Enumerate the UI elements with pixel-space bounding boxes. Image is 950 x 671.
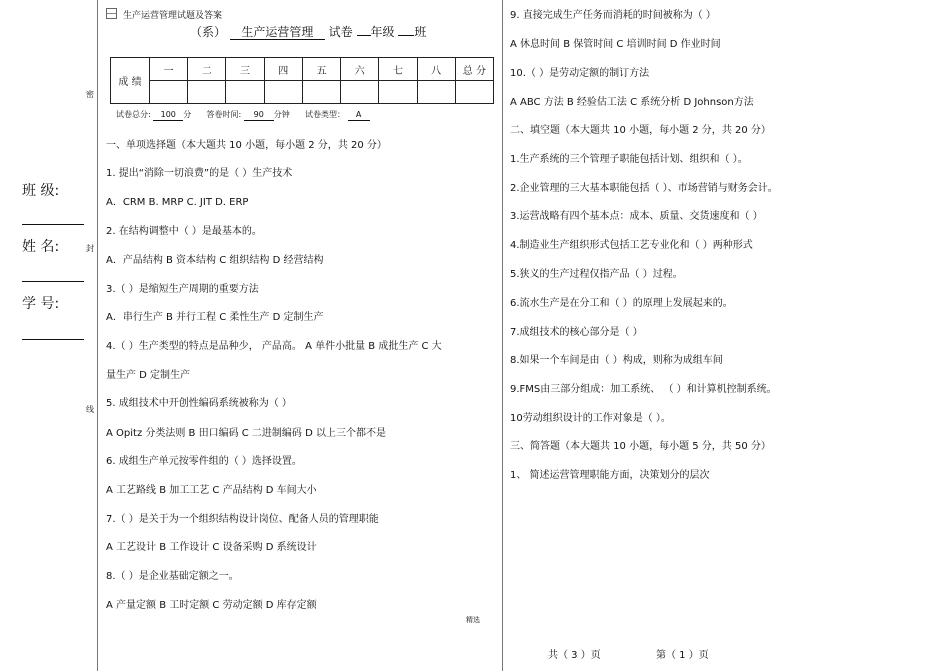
score-col-header: 二	[188, 58, 226, 81]
score-col-header: 五	[302, 58, 340, 81]
score-cell	[379, 81, 417, 104]
score-cell	[302, 81, 340, 104]
name-field[interactable]	[22, 281, 84, 282]
section-heading: 三、简答题（本大题共 10 小题，每小题 5 分，共 50 分）	[510, 441, 771, 452]
score-cell	[417, 81, 455, 104]
exam-type: A	[348, 110, 370, 121]
option-line: A．产品结构 B 资本结构 C 组织结构 D 经营结构	[106, 255, 324, 266]
current-page: 第（ 1 ）页	[656, 650, 709, 661]
fill-blank-line: 9.FMS由三部分组成：加工系统、 （ ）和计算机控制系统。	[510, 384, 777, 395]
course-name: 生产运营管理	[230, 25, 325, 40]
footer-mark: 精选	[466, 616, 480, 624]
question-line: 5. 成组技术中开创性编码系统被称为（ ）	[106, 398, 292, 409]
score-cell	[150, 81, 188, 104]
fill-blank-line: 5.狭义的生产过程仅指产品（ ）过程。	[510, 269, 683, 280]
score-cell	[264, 81, 302, 104]
class-field[interactable]	[22, 224, 84, 225]
section-heading: 一、单项选择题（本大题共 10 小题，每小题 2 分，共 20 分）	[106, 140, 387, 151]
student-id-label: 学 号:	[22, 296, 60, 312]
score-col-header: 三	[226, 58, 264, 81]
seal-feng: 封	[86, 244, 94, 253]
section-heading: 二、填空题（本大题共 10 小题，每小题 2 分，共 20 分）	[510, 125, 771, 136]
question-line: 8.（ ）是企业基础定额之一。	[106, 571, 239, 582]
fill-blank-line: 7.成组技术的核心部分是（ ）	[510, 327, 643, 338]
seal-mi: 密	[86, 90, 94, 99]
score-cell	[188, 81, 226, 104]
score-cell	[341, 81, 379, 104]
score-table	[110, 57, 494, 104]
score-col-header: 八	[417, 58, 455, 81]
student-id-field[interactable]	[22, 339, 84, 340]
score-label: 成 绩	[111, 58, 150, 104]
question-line: 6. 成组生产单元按零件组的（ ）选择设置。	[106, 456, 302, 467]
fill-blank-line: 3.运营战略有四个基本点：成本、质量、交货速度和（ ）	[510, 211, 763, 222]
fill-blank-line: 4.制造业生产组织形式包括工艺专业化和（ ）两种形式	[510, 240, 753, 251]
question-line: 3.（ ）是缩短生产周期的重要方法	[106, 284, 259, 295]
fill-blank-line: 6.流水生产是在分工和（ ）的原理上发展起来的。	[510, 298, 733, 309]
question-line: 10.（ ）是劳动定额的制订方法	[510, 68, 650, 79]
seal-xian: 线	[86, 405, 94, 414]
question-line: 9. 直接完成生产任务而消耗的时间被称为（ ）	[510, 10, 716, 21]
score-cell	[455, 81, 493, 104]
question-line: 2. 在结构调整中（ ）是最基本的。	[106, 226, 262, 237]
column-divider	[502, 0, 503, 671]
paper-title: （系） 生产运营管理 试卷 年级 班	[190, 25, 427, 39]
question-line: 7.（ ）是关于为一个组织结构设计岗位、配备人员的管理职能	[106, 514, 379, 525]
fill-blank-line: 8.如果一个车间是由（ ）构成，则称为成组车间	[510, 355, 723, 366]
fill-blank-line: 1.生产系统的三个管理子职能包括计划、组织和（ ）。	[510, 154, 748, 165]
option-line: A 休息时间 B 保管时间 C 培训时间 D 作业时间	[510, 39, 721, 50]
name-label: 姓 名:	[22, 239, 60, 255]
score-col-header: 六	[341, 58, 379, 81]
document-icon	[106, 8, 117, 19]
question-line: 1、 简述运营管理职能方面，决策划分的层次	[510, 470, 710, 481]
score-cell	[226, 81, 264, 104]
option-line: A 工艺路线 B 加工工艺 C 产品结构 D 车间大小	[106, 485, 317, 496]
question-line: 1. 提出“消除一切浪费”的是（ ）生产技术	[106, 168, 293, 179]
fill-blank-line: 2.企业管理的三大基本职能包括（ ）、市场营销与财务会计。	[510, 183, 778, 194]
binding-line	[97, 0, 98, 671]
option-line: A Opitz 分类法则 B 田口编码 C 二进制编码 D 以上三个都不是	[106, 428, 386, 439]
score-col-header: 总 分	[455, 58, 493, 81]
exam-info: 试卷总分: 100 分 答卷时间: 90 分钟 试卷类型： A	[116, 110, 370, 121]
score-col-header: 一	[150, 58, 188, 81]
total-score: 100	[153, 110, 183, 121]
score-col-header: 四	[264, 58, 302, 81]
class-label: 班 级:	[22, 183, 60, 199]
option-line: A．串行生产 B 并行工程 C 柔性生产 D 定制生产	[106, 312, 324, 323]
option-line: A 工艺设计 B 工作设计 C 设备采购 D 系统设计	[106, 542, 317, 553]
score-col-header: 七	[379, 58, 417, 81]
option-line: A ABC 方法 B 经验估工法 C 系统分析 D Johnson方法	[510, 97, 754, 108]
fill-blank-line: 10劳动组织设计的工作对象是（ ）。	[510, 413, 671, 424]
question-line: 4.（ ）生产类型的特点是品种少， 产品高。 A 单件小批量 B 成批生产 C 大	[106, 341, 442, 352]
option-line: 量生产 D 定制生产	[106, 370, 191, 381]
option-line: A．CRM B. MRP C. JIT D. ERP	[106, 197, 249, 208]
option-line: A 产量定额 B 工时定额 C 劳动定额 D 库存定额	[106, 600, 317, 611]
total-pages: 共（ 3 ）页	[548, 650, 601, 661]
doc-title: 生产运营管理试题及答案	[106, 8, 222, 22]
exam-time: 90	[244, 110, 274, 121]
